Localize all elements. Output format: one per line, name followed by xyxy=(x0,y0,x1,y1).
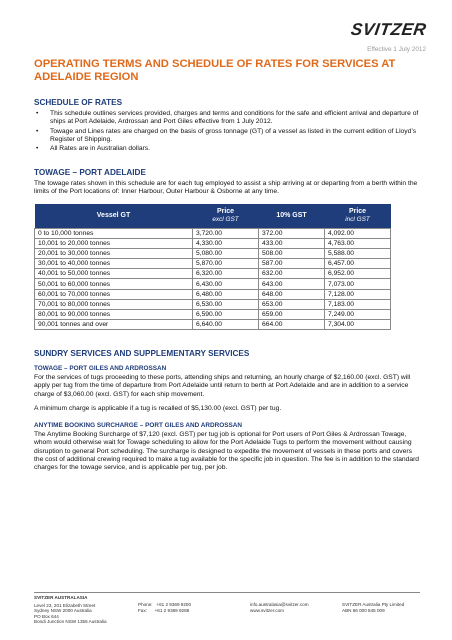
footer-abn: ABN 66 000 845 009 xyxy=(342,607,385,613)
table-row: 20,001 to 30,000 tonnes 5,080.00 508.00 5,588.00 xyxy=(35,249,391,259)
schedule-bullets xyxy=(34,110,420,154)
bullet-item: • This schedule outlines services provided, charges and terms and conditions for the safe and efficient arrival and departure of ships at Port Adelaide, Ardrossan and Port Giles effective from 1 July 2012. xyxy=(36,110,419,126)
effective-date: Effective 1 July 2012 xyxy=(367,46,426,53)
bullet-item: • Towage and Lines rates are charged on the basis of gross tonnage (GT) of a vessel as listed in the current edition of Lloyd’s Register of Shipping. xyxy=(36,127,417,143)
footer-divider xyxy=(34,592,420,593)
phone-label: Phone: xyxy=(138,602,153,607)
bullet-item: • All Rates are in Australian dollars. xyxy=(36,145,150,153)
table-row: 70,001 to 80,000 tonnes 6,530.00 653.00 7,183.00 xyxy=(35,299,391,309)
footer-address xyxy=(34,595,107,625)
sundry-heading: SUNDRY SERVICES AND SUPPLEMENTARY SERVICES xyxy=(34,349,250,358)
document-title xyxy=(34,58,424,84)
bullet-icon: • xyxy=(36,127,39,135)
footer-address-line: Bondi Junction NSW 1355 Australia xyxy=(34,619,107,625)
fax-label: Fax: xyxy=(138,607,147,613)
schedule-heading: SCHEDULE OF RATES xyxy=(34,98,123,107)
col-gst: 10% GST xyxy=(259,204,325,229)
table-row: 60,001 to 70,000 tonnes 6,480.00 648.00 7,128.00 xyxy=(35,289,391,299)
table-row: 0 to 10,000 tonnes 3,720.00 372.00 4,092.00 xyxy=(35,229,391,239)
phone-number: +61 2 9369 9200 xyxy=(156,602,192,607)
minimum-charge-paragraph: A minimum charge is applicable if a tug is recalled of $5,130.00 (excl. GST) per tug. xyxy=(34,405,282,412)
footer-entity-name: SVITZER Australia Pty Limited xyxy=(342,602,405,607)
table-row: 10,001 to 20,000 tonnes 4,330.00 433.00 4,763.00 xyxy=(35,239,391,249)
footer-contact xyxy=(138,602,191,613)
col-price-incl: Price incl GST xyxy=(325,204,391,229)
towage-rates-table xyxy=(34,204,391,330)
table-header-row xyxy=(35,204,391,229)
title-line-1: OPERATING TERMS AND SCHEDULE OF RATES FOR SERVICES AT xyxy=(34,58,396,70)
towage-intro: The towage rates shown in this schedule are for each tug employed to assist a ship arriving at or departing from a berth within the limits of the Port locations of: Inner Harbour, Outer Harbour & Osborne at any time. xyxy=(34,180,418,196)
table-row: 40,001 to 50,000 tonnes 6,320.00 632.00 6,952.00 xyxy=(35,269,391,279)
bullet-icon: • xyxy=(36,145,39,153)
footer-address-line: Level 23, 201 Elizabeth Street xyxy=(34,602,96,608)
fax-number: +61 2 9369 9288 xyxy=(154,607,190,613)
bullet-icon: • xyxy=(36,110,39,117)
table-row: 80,001 to 90,000 tonnes 6,590.00 659.00 7,249.00 xyxy=(35,309,391,319)
col-price-excl: Price excl GST xyxy=(193,204,259,229)
sundry-subheading-surcharge: ANYTIME BOOKING SURCHARGE – PORT GILES AND ARDROSSAN xyxy=(34,422,242,429)
footer-email-link[interactable]: info.australasia@svitzer.com xyxy=(250,602,309,607)
table-row: 50,001 to 60,000 tonnes 6,430.00 643.00 7,073.00 xyxy=(35,279,391,289)
surcharge-paragraph: The Anytime Booking Surcharge of $7,120 (excl. GST) per tug job is optional for Port users of Port Giles & Ardrossan Towage, whom would otherwise wait for Towage scheduling to allow for the Port Adelaide Tugs to perform the movement without causing disruption to general Port scheduling. The surcharge is designed to expedite the movement of vessels in these ports and covers the cost of additional crewing required to make a tug available for the specific job in question. The fee is in addition to the standard charges for the towage service, and is applicable per tug, per job. xyxy=(34,431,420,472)
sundry-towage-paragraph: For the services of tugs proceeding to these ports, attending ships and returning, an hourly charge of $2,160.00 (excl. GST) will apply per tug from the time of departure from Port Adelaide until return to berth at Port Adelaide and are in addition to a service charge of $3,060.00 (excl. GST) for each ship movement. xyxy=(34,374,411,398)
col-vessel-gt: Vessel GT xyxy=(35,204,193,229)
sundry-subheading-towage: TOWAGE – PORT GILES AND ARDROSSAN xyxy=(34,365,167,372)
table-row: 30,001 to 40,000 tonnes 5,870.00 587.00 6,457.00 xyxy=(35,259,391,269)
table-row: 90,001 tonnes and over 6,640.00 664.00 7,304.00 xyxy=(35,319,391,329)
footer-company: SVITZER AUSTRALASIA xyxy=(34,595,88,600)
towage-heading: TOWAGE – PORT ADELAIDE xyxy=(34,168,146,177)
footer-address-line: PO Box 644 xyxy=(34,613,59,619)
footer-online xyxy=(250,602,309,613)
svitzer-logo: SVITZER xyxy=(349,20,428,39)
title-line-2: ADELAIDE REGION xyxy=(34,71,139,83)
footer-address-line: Sydney NSW 2000 Australia xyxy=(34,608,92,614)
footer-entity xyxy=(342,602,404,613)
footer-web-link[interactable]: www.svitzer.com xyxy=(250,607,284,613)
